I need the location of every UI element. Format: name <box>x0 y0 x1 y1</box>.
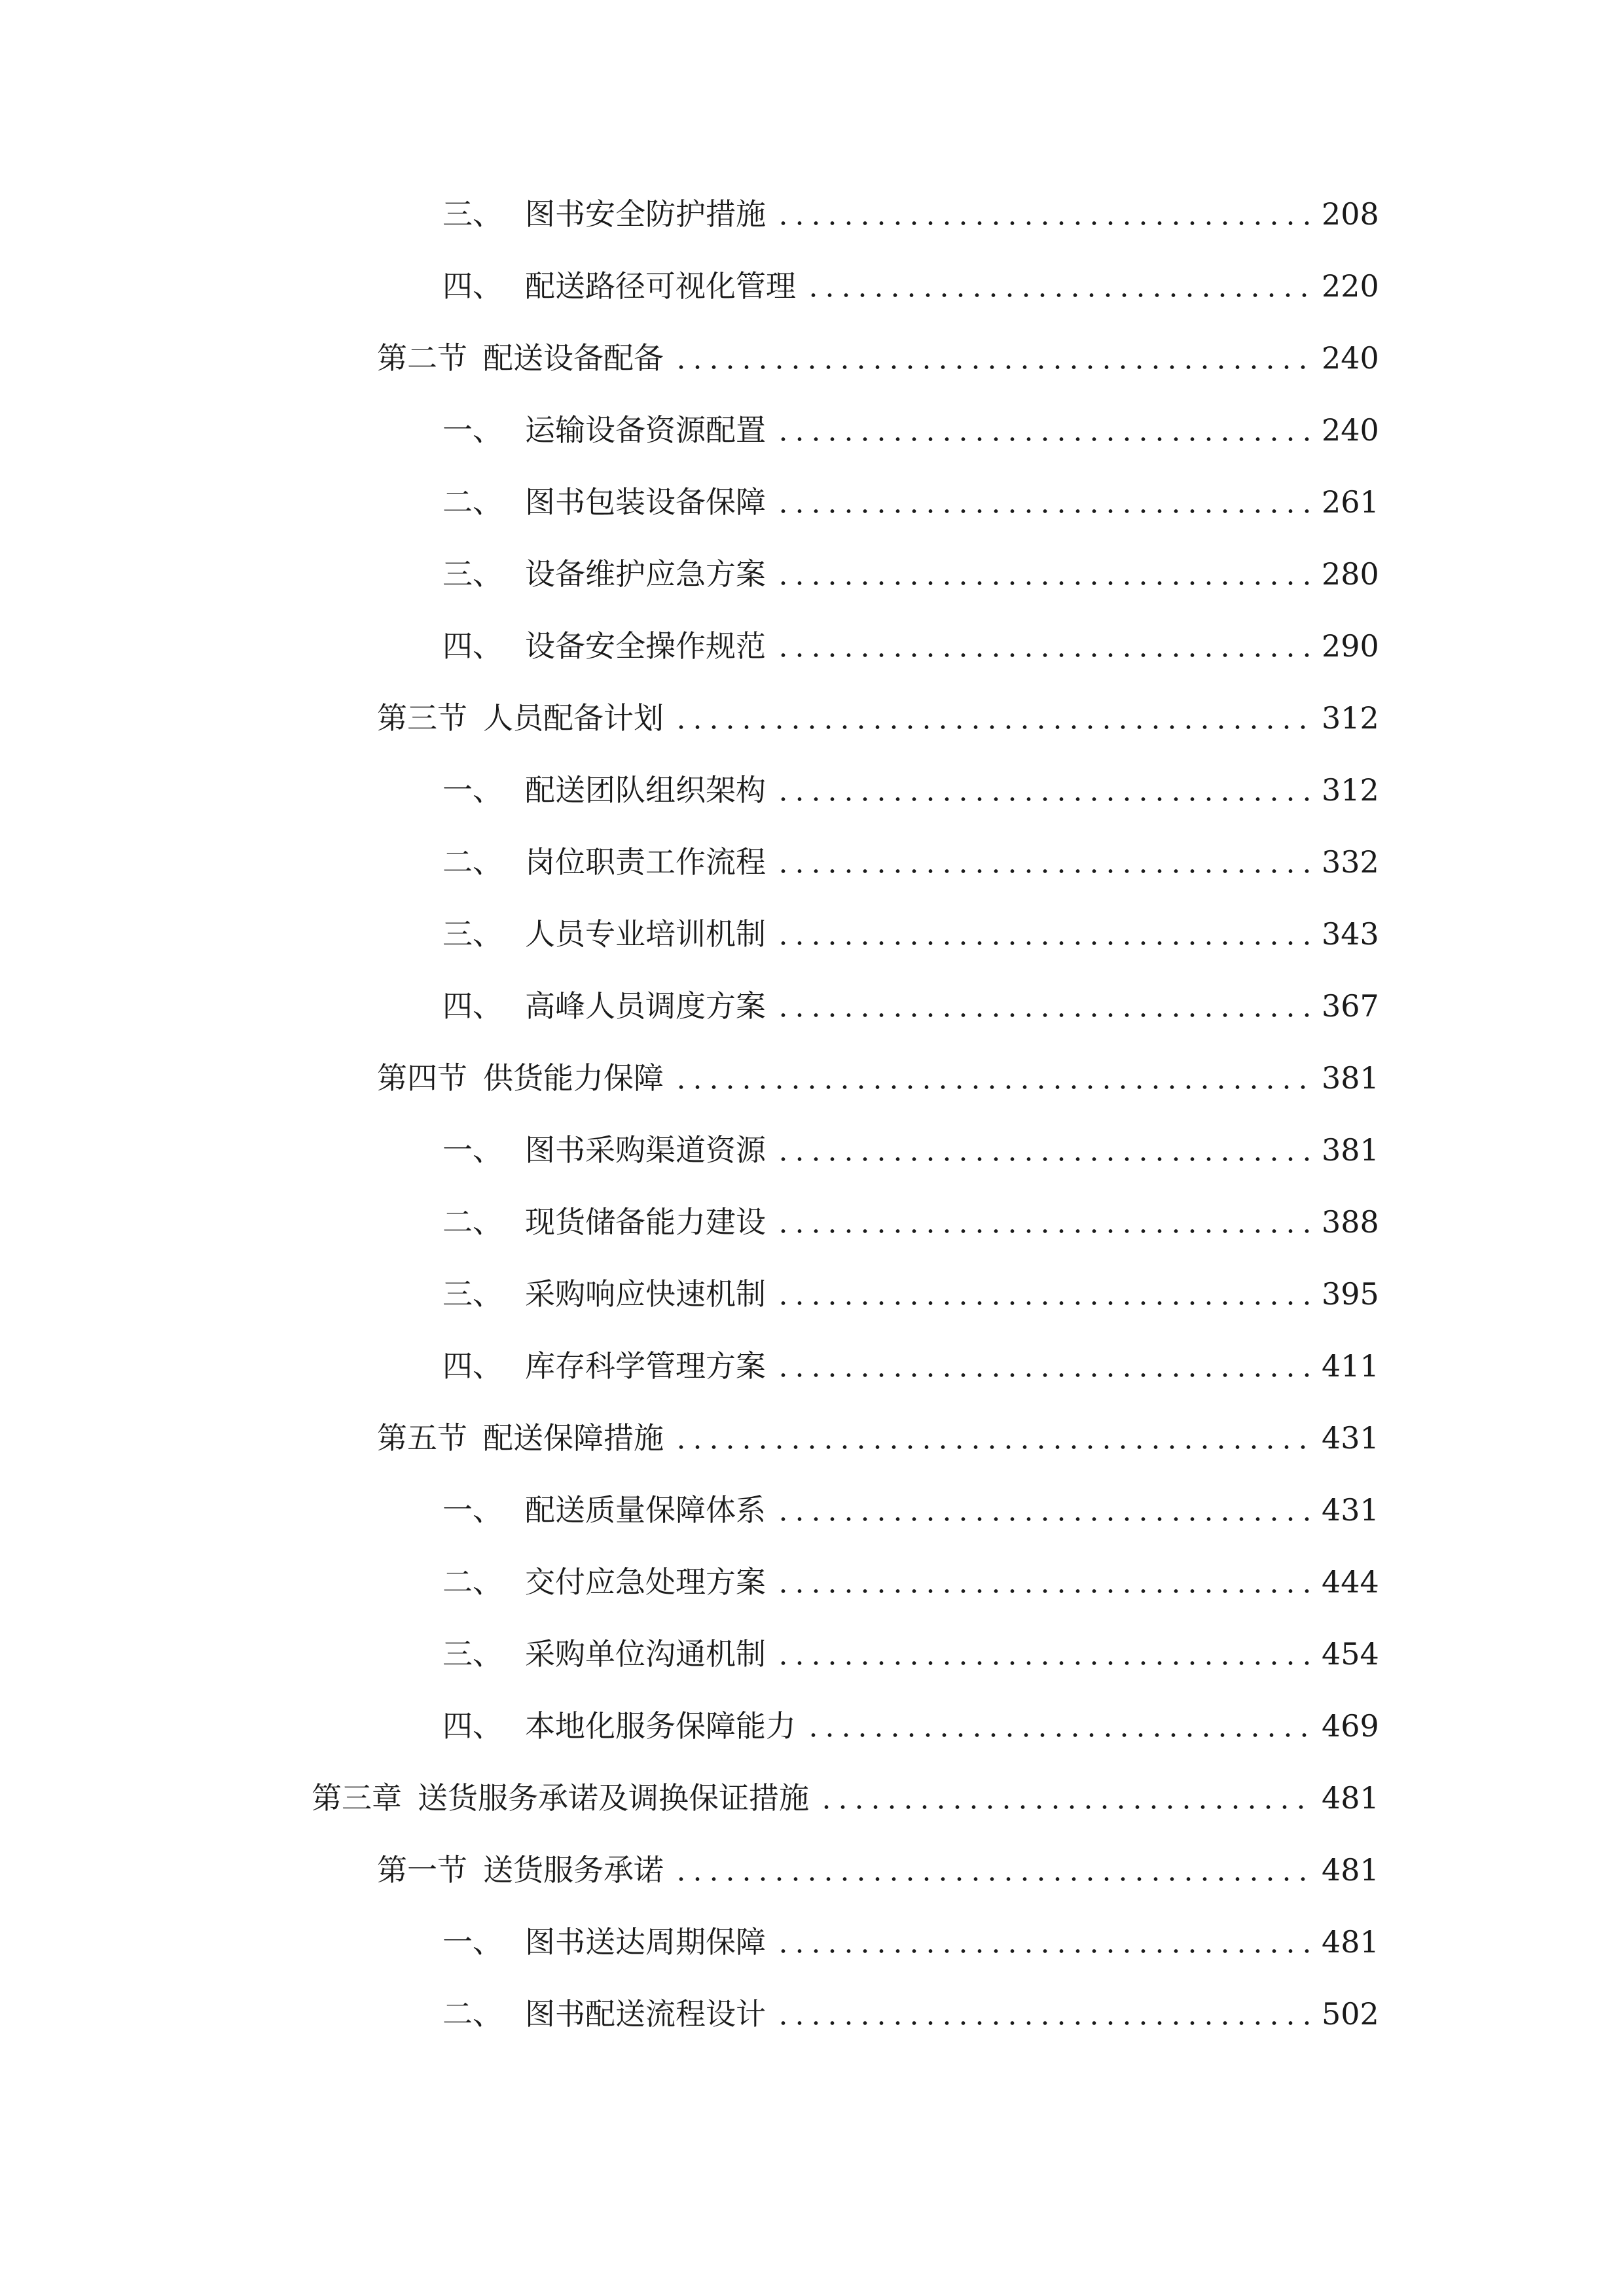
toc-entry-title: 图书采购渠道资源 <box>525 1132 766 1168</box>
dot-leader <box>775 631 1310 661</box>
toc-entry[interactable] <box>0 1474 1624 1546</box>
toc-entry-page: 411 <box>1322 1348 1379 1384</box>
toc-entry[interactable] <box>0 1906 1624 1978</box>
toc-entry-page: 343 <box>1322 916 1379 952</box>
dot-leader <box>673 1423 1310 1453</box>
toc-entry-title: 配送路径可视化管理 <box>525 268 796 304</box>
toc-entry-page: 388 <box>1322 1204 1379 1240</box>
dot-leader <box>775 847 1310 877</box>
toc-entry-title: 本地化服务保障能力 <box>525 1708 796 1744</box>
dot-leader <box>775 415 1310 445</box>
dot-leader <box>775 1567 1310 1597</box>
toc-entry-page: 481 <box>1322 1780 1379 1816</box>
toc-entry-page: 312 <box>1322 772 1379 808</box>
toc-entry-number: 三、 <box>442 1276 503 1312</box>
toc-entry-title: 采购响应快速机制 <box>525 1276 766 1312</box>
dot-leader <box>673 343 1310 373</box>
toc-entry-title: 配送设备配备 <box>483 340 664 376</box>
toc-entry-number: 一、 <box>442 1132 503 1168</box>
toc-entry-number: 第三节 <box>377 700 467 736</box>
toc-entry[interactable] <box>0 466 1624 538</box>
toc-entry-title: 设备维护应急方案 <box>525 556 766 592</box>
toc-entry-page: 240 <box>1322 340 1379 376</box>
toc-entry-page: 261 <box>1322 484 1379 520</box>
toc-entry-number: 二、 <box>442 1996 503 2032</box>
toc-entry-page: 454 <box>1322 1636 1379 1672</box>
toc-entry-page: 481 <box>1322 1924 1379 1960</box>
dot-leader <box>775 1927 1310 1957</box>
toc-entry-number: 第三章 <box>312 1780 402 1816</box>
toc-entry[interactable] <box>0 1618 1624 1690</box>
toc-entry-page: 312 <box>1322 700 1379 736</box>
toc-entry-title: 送货服务承诺 <box>483 1852 664 1888</box>
toc-entry-number: 一、 <box>442 1492 503 1528</box>
dot-leader <box>673 703 1310 733</box>
toc-entry-number: 第四节 <box>377 1060 467 1096</box>
dot-leader <box>673 1063 1310 1093</box>
toc-entry-title: 送货服务承诺及调换保证措施 <box>418 1780 809 1816</box>
dot-leader <box>775 991 1310 1021</box>
toc-entry-number: 一、 <box>442 1924 503 1960</box>
dot-leader <box>775 199 1310 229</box>
toc-entry-number: 第一节 <box>377 1852 467 1888</box>
dot-leader <box>775 1135 1310 1165</box>
toc-entry-title: 图书安全防护措施 <box>525 196 766 232</box>
toc-entry[interactable] <box>0 826 1624 898</box>
dot-leader <box>775 775 1310 805</box>
toc-entry[interactable] <box>0 538 1624 610</box>
toc-entry-title: 人员配备计划 <box>483 700 664 736</box>
toc-entry-number: 一、 <box>442 412 503 448</box>
toc-entry[interactable] <box>0 1402 1624 1474</box>
toc-entry-title: 交付应急处理方案 <box>525 1564 766 1600</box>
toc-entry-page: 220 <box>1322 268 1379 304</box>
toc-entry-title: 图书配送流程设计 <box>525 1996 766 2032</box>
toc-entry-page: 481 <box>1322 1852 1379 1888</box>
toc-entry[interactable] <box>0 394 1624 466</box>
dot-leader <box>775 487 1310 517</box>
dot-leader <box>775 1351 1310 1381</box>
dot-leader <box>775 1639 1310 1669</box>
toc-entry-title: 运输设备资源配置 <box>525 412 766 448</box>
toc-entry-number: 一、 <box>442 772 503 808</box>
dot-leader <box>775 1999 1310 2029</box>
toc-entry[interactable] <box>0 970 1624 1042</box>
toc-entry-page: 444 <box>1322 1564 1379 1600</box>
toc-entry[interactable] <box>0 178 1624 250</box>
toc-entry-number: 四、 <box>442 988 503 1024</box>
toc-entry-number: 四、 <box>442 1708 503 1744</box>
toc-entry-title: 采购单位沟通机制 <box>525 1636 766 1672</box>
toc-entry-number: 四、 <box>442 628 503 664</box>
toc-entry-title: 图书送达周期保障 <box>525 1924 766 1960</box>
toc-entry-page: 502 <box>1322 1996 1379 2032</box>
toc-entry[interactable] <box>0 1114 1624 1186</box>
toc-entry-number: 第五节 <box>377 1420 467 1456</box>
toc-entry[interactable] <box>0 898 1624 970</box>
dot-leader <box>805 271 1310 301</box>
toc-entry-title: 设备安全操作规范 <box>525 628 766 664</box>
dot-leader <box>805 1711 1310 1741</box>
toc-entry-page: 240 <box>1322 412 1379 448</box>
toc-entry-page: 280 <box>1322 556 1379 592</box>
toc-entry-number: 三、 <box>442 1636 503 1672</box>
dot-leader <box>818 1783 1310 1813</box>
toc-entry-title: 高峰人员调度方案 <box>525 988 766 1024</box>
dot-leader <box>775 559 1310 589</box>
toc-entry-page: 208 <box>1322 196 1379 232</box>
toc-entry[interactable] <box>0 610 1624 682</box>
toc-entry[interactable] <box>0 1258 1624 1330</box>
toc-entry[interactable] <box>0 754 1624 826</box>
toc-entry-number: 三、 <box>442 916 503 952</box>
toc-entry-number: 二、 <box>442 844 503 880</box>
toc-entry-page: 290 <box>1322 628 1379 664</box>
toc-entry-page: 381 <box>1322 1060 1379 1096</box>
toc-entry-title: 岗位职责工作流程 <box>525 844 766 880</box>
toc-entry[interactable] <box>0 1978 1624 2050</box>
toc-entry-page: 431 <box>1322 1492 1379 1528</box>
toc-entry-title: 供货能力保障 <box>483 1060 664 1096</box>
toc-entry-page: 431 <box>1322 1420 1379 1456</box>
toc-entry[interactable] <box>0 322 1624 394</box>
toc-entry[interactable] <box>0 1042 1624 1114</box>
toc-entry-page: 332 <box>1322 844 1379 880</box>
toc-entry-number: 二、 <box>442 484 503 520</box>
table-of-contents <box>0 178 1624 2050</box>
toc-entry-title: 库存科学管理方案 <box>525 1348 766 1384</box>
toc-entry[interactable] <box>0 1546 1624 1618</box>
toc-entry-title: 配送质量保障体系 <box>525 1492 766 1528</box>
dot-leader <box>775 1207 1310 1237</box>
toc-entry-title: 配送团队组织架构 <box>525 772 766 808</box>
toc-entry-number: 三、 <box>442 556 503 592</box>
toc-entry-number: 二、 <box>442 1564 503 1600</box>
toc-entry-page: 367 <box>1322 988 1379 1024</box>
toc-entry[interactable] <box>0 1690 1624 1762</box>
toc-entry-number: 四、 <box>442 268 503 304</box>
toc-entry-page: 469 <box>1322 1708 1379 1744</box>
toc-entry[interactable] <box>0 1330 1624 1402</box>
toc-entry-title: 人员专业培训机制 <box>525 916 766 952</box>
toc-entry-number: 第二节 <box>377 340 467 376</box>
toc-entry[interactable] <box>0 682 1624 754</box>
toc-entry-number: 二、 <box>442 1204 503 1240</box>
toc-entry[interactable] <box>0 1186 1624 1258</box>
toc-entry-title: 现货储备能力建设 <box>525 1204 766 1240</box>
toc-entry[interactable] <box>0 1762 1624 1834</box>
dot-leader <box>673 1855 1310 1885</box>
toc-entry-title: 配送保障措施 <box>483 1420 664 1456</box>
dot-leader <box>775 1495 1310 1525</box>
toc-entry[interactable] <box>0 1834 1624 1906</box>
toc-entry-number: 三、 <box>442 196 503 232</box>
toc-entry-number: 四、 <box>442 1348 503 1384</box>
dot-leader <box>775 919 1310 949</box>
toc-entry-page: 381 <box>1322 1132 1379 1168</box>
toc-entry-title: 图书包装设备保障 <box>525 484 766 520</box>
toc-entry-page: 395 <box>1322 1276 1379 1312</box>
toc-entry[interactable] <box>0 250 1624 322</box>
dot-leader <box>775 1279 1310 1309</box>
